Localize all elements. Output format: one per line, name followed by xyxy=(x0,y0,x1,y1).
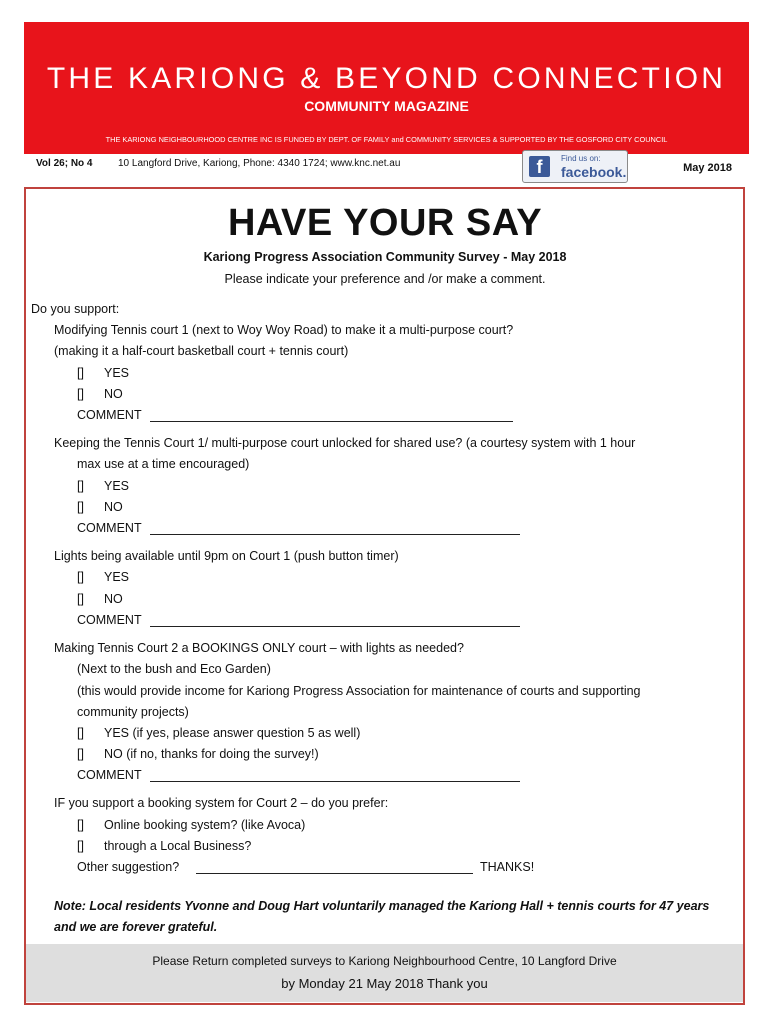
q4-yes-label: YES (if yes, please answer question 5 as well) xyxy=(104,726,361,740)
q3-yes-checkbox[interactable]: [] xyxy=(77,570,84,584)
q5-online-label: Online booking system? (like Avoca) xyxy=(104,818,306,832)
survey-frame xyxy=(24,187,745,1005)
q4-yes-checkbox[interactable]: [] xyxy=(77,726,84,740)
q2-comment-field[interactable] xyxy=(150,522,520,535)
q5-other-field[interactable] xyxy=(196,861,473,874)
q2-no-label: NO xyxy=(104,500,123,514)
facebook-icon: f xyxy=(529,156,550,177)
q2-no-checkbox[interactable]: [] xyxy=(77,500,84,514)
q1-comment-label: COMMENT xyxy=(77,408,142,422)
q3-comment-label: COMMENT xyxy=(77,613,142,627)
volume-number: Vol 26; No 4 xyxy=(36,158,93,169)
question-4-detail-2: (this would provide income for Kariong Progress Association for maintenance of courts and supporting xyxy=(77,684,641,698)
q5-business-checkbox[interactable]: [] xyxy=(77,839,84,853)
survey-intro: Do you support: xyxy=(31,302,120,316)
return-instructions xyxy=(26,944,743,1002)
q3-comment-field[interactable] xyxy=(150,614,520,627)
q1-yes-checkbox[interactable]: [] xyxy=(77,366,84,380)
funding-statement: THE KARIONG NEIGHBOURHOOD CENTRE INC IS FUNDED BY DEPT. OF FAMILY and COMMUNITY SERVICES & SUPPORTED BY THE GOSFORD CITY COUNCIL xyxy=(105,135,668,144)
question-1: Modifying Tennis court 1 (next to Woy Woy Road) to make it a multi-purpose court? xyxy=(54,323,514,337)
magazine-title: THE KARIONG & BEYOND CONNECTION xyxy=(46,62,727,95)
question-3: Lights being available until 9pm on Court 1 (push button timer) xyxy=(54,549,399,563)
q2-yes-label: YES xyxy=(104,479,130,493)
return-address: Please Return completed surveys to Kariong Neighbourhood Centre, 10 Langford Drive xyxy=(152,954,617,968)
survey-title: Kariong Progress Association Community Survey - May 2018 xyxy=(203,250,567,264)
q4-comment-field[interactable] xyxy=(150,769,520,782)
q4-no-label: NO (if no, thanks for doing the survey!) xyxy=(104,747,319,761)
facebook-wordmark: facebook. xyxy=(561,164,627,180)
return-deadline: by Monday 21 May 2018 Thank you xyxy=(281,976,488,991)
survey-instruction: Please indicate your preference and /or make a comment. xyxy=(224,272,546,286)
question-2: Keeping the Tennis Court 1/ multi-purpose court unlocked for shared use? (a courtesy system with 1 hour xyxy=(54,436,636,450)
q4-no-checkbox[interactable]: [] xyxy=(77,747,84,761)
magazine-subtitle: COMMUNITY MAGAZINE xyxy=(304,98,469,114)
q3-yes-label: YES xyxy=(104,570,130,584)
question-4-detail-3: community projects) xyxy=(77,705,189,719)
q1-yes-label: YES xyxy=(104,366,130,380)
q3-no-label: NO xyxy=(104,592,123,606)
q5-online-checkbox[interactable]: [] xyxy=(77,818,84,832)
q2-yes-checkbox[interactable]: [] xyxy=(77,479,84,493)
question-4: Making Tennis Court 2 a BOOKINGS ONLY court – with lights as needed? xyxy=(54,641,464,655)
q4-comment-label: COMMENT xyxy=(77,768,142,782)
question-2-continued: max use at a time encouraged) xyxy=(77,457,250,471)
q3-no-checkbox[interactable]: [] xyxy=(77,592,84,606)
q1-no-checkbox[interactable]: [] xyxy=(77,387,84,401)
question-5: IF you support a booking system for Court 2 – do you prefer: xyxy=(54,796,389,810)
contact-address: 10 Langford Drive, Kariong, Phone: 4340 1724; www.knc.net.au xyxy=(118,158,401,169)
q5-other-label: Other suggestion? xyxy=(77,860,180,874)
q5-business-label: through a Local Business? xyxy=(104,839,252,853)
thanks-text: THANKS! xyxy=(480,860,535,874)
masthead-banner xyxy=(24,22,749,154)
q2-comment-label: COMMENT xyxy=(77,521,142,535)
q1-comment-field[interactable] xyxy=(150,409,513,422)
page-title: HAVE YOUR SAY xyxy=(227,202,543,244)
question-4-detail-1: (Next to the bush and Eco Garden) xyxy=(77,662,271,676)
note-text: Note: Local residents Yvonne and Doug Hart voluntarily managed the Kariong Hall + tennis courts for 47 years and we are forever grateful. xyxy=(54,899,710,934)
question-1-detail: (making it a half-court basketball court + tennis court) xyxy=(54,344,349,358)
issue-date: May 2018 xyxy=(683,162,732,174)
q1-no-label: NO xyxy=(104,387,123,401)
facebook-button[interactable] xyxy=(522,150,628,183)
facebook-find-label: Find us on: xyxy=(561,154,601,163)
